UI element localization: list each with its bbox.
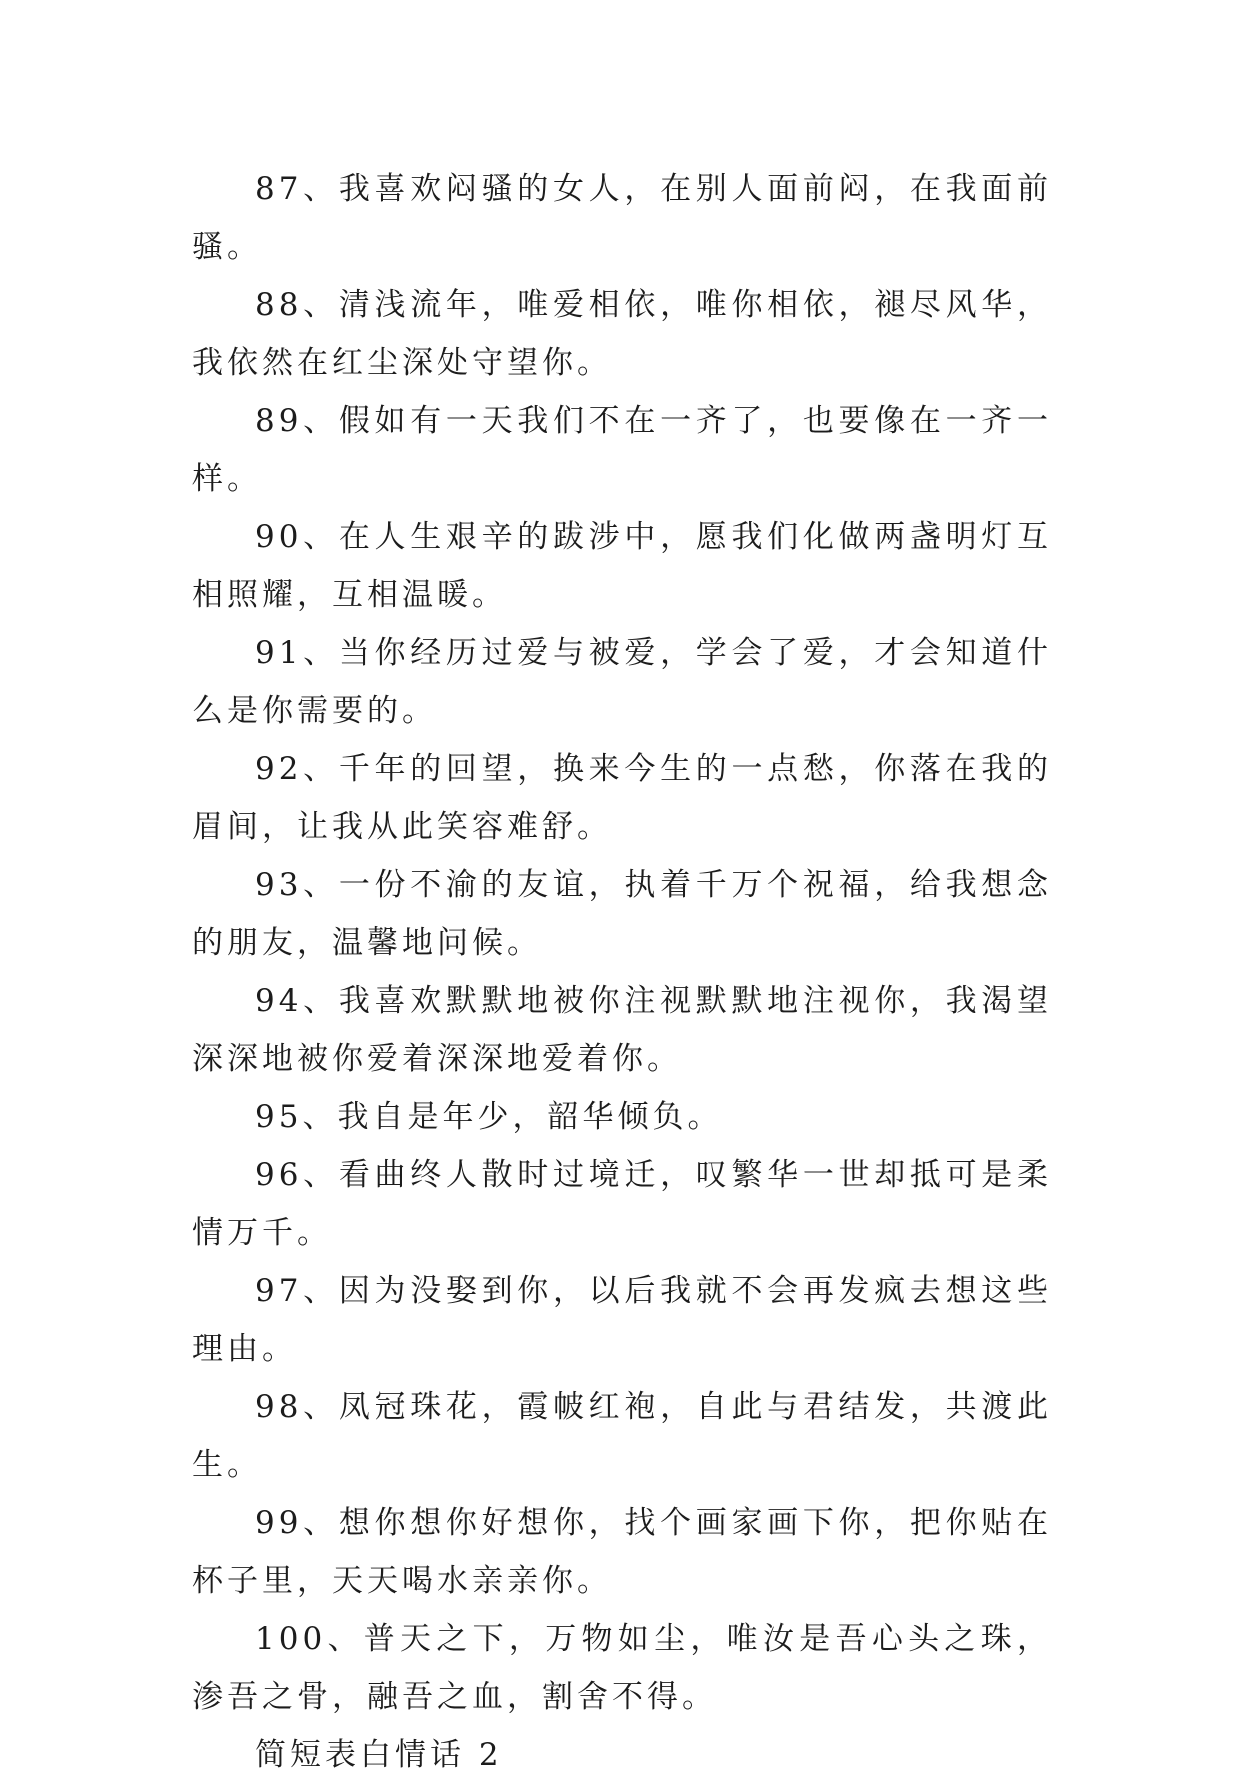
paragraph-88: 88、清浅流年，唯爱相依，唯你相依，褪尽风华，我依然在红尘深处守望你。: [192, 287, 1052, 381]
paragraph-96: 96、看曲终人散时过境迁，叹繁华一世却抵可是柔情万千。: [192, 1157, 1052, 1251]
paragraph-89: 89、假如有一天我们不在一齐了，也要像在一齐一样。: [192, 403, 1052, 497]
section-heading: 简短表白情话 2: [255, 1737, 503, 1773]
paragraph-93: 93、一份不渝的友谊，执着千万个祝福，给我想念的朋友，温馨地问候。: [192, 867, 1052, 961]
paragraph-97: 97、因为没娶到你，以后我就不会再发疯去想这些理由。: [192, 1273, 1052, 1367]
paragraph-94: 94、我喜欢默默地被你注视默默地注视你，我渴望深深地被你爱着深深地爱着你。: [192, 983, 1052, 1077]
paragraph-91: 91、当你经历过爱与被爱，学会了爱，才会知道什么是你需要的。: [192, 635, 1052, 729]
paragraph-100: 100、普天之下，万物如尘，唯汝是吾心头之珠，渗吾之骨，融吾之血，割舍不得。: [192, 1621, 1052, 1715]
paragraph-95: 95、我自是年少，韶华倾负。: [255, 1099, 723, 1135]
paragraph-99: 99、想你想你好想你，找个画家画下你，把你贴在杯子里，天天喝水亲亲你。: [192, 1505, 1052, 1599]
paragraph-90: 90、在人生艰辛的跋涉中，愿我们化做两盏明灯互相照耀，互相温暖。: [192, 519, 1052, 613]
document-body: [192, 160, 1052, 1784]
paragraph-98: 98、凤冠珠花，霞帔红袍，自此与君结发，共渡此生。: [192, 1389, 1052, 1483]
paragraph-92: 92、千年的回望，换来今生的一点愁，你落在我的眉间，让我从此笑容难舒。: [192, 751, 1052, 845]
paragraph-87: 87、我喜欢闷骚的女人，在别人面前闷，在我面前骚。: [192, 171, 1052, 265]
